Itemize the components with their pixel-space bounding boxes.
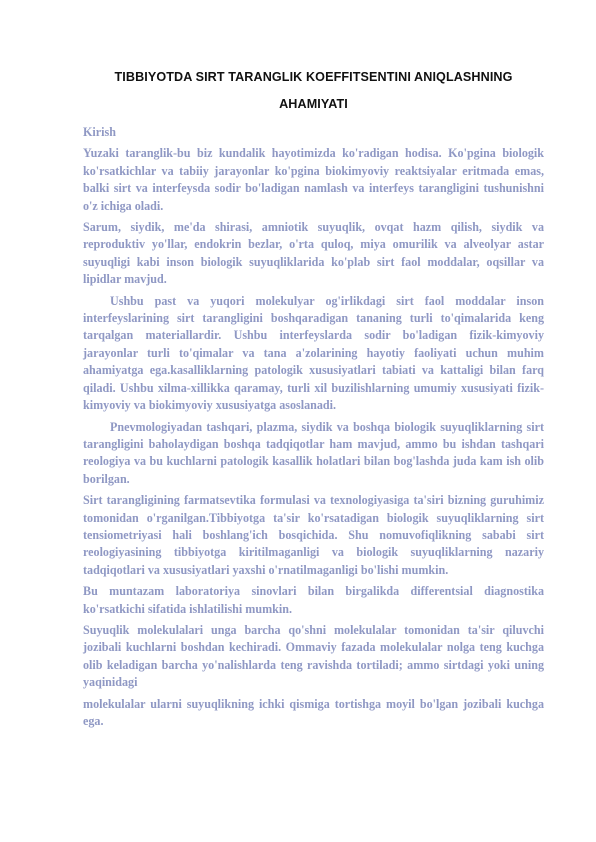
title-line-2: AHAMIYATI [279, 97, 348, 111]
paragraph-2: Sarum, siydik, me'da shirasi, amniotik suyuqlik, ovqat hazm qilish, siydik va reproduktiv yo'llar, endokrin bezlar, o'rta quloq, miya omurilik va alveolyar astar suyuqligi kabi inson biologik suyuqliklarida ko'plab sirt faol moddalar, oqsillar va lipidlar mavjud. [83, 220, 544, 287]
paragraph-1: Yuzaki taranglik-bu biz kundalik hayotimizda ko'radigan hodisa. Ko'pgina biologik ko'rsatkichlar va tabiiy jarayonlar ko'pgina biokimyoviy reaktsiyalar eritmada emas, balki sirt va interfeysda sodir bo'ladigan namlash va interfeys tarangligini tushunishni o'z ichiga oladi. [83, 146, 544, 213]
document-title [83, 64, 544, 118]
section-heading: Kirish [83, 125, 116, 139]
document-body [83, 124, 544, 730]
paragraph-6: Bu muntazam laboratoriya sinovlari bilan birgalikda differentsial diagnostika ko'rsatkichi sifatida ishlatilishi mumkin. [83, 584, 544, 616]
paragraph-7: Suyuqlik molekulalari unga barcha qo'shni molekulalar tomonidan ta'sir qiluvchi jozibali kuchlarni boshdan kechiradi. Ommaviy fazada molekulalar nolga teng kuchga olib keladigan barcha yo'nalishlarda teng ravishda tortiladi; ammo sirtdagi yoki uning yaqinidagi [83, 622, 544, 690]
paragraph-3: Ushbu past va yuqori molekulyar og'irlikdagi sirt faol moddalar inson interfeyslarining sirt tarangligini boshqaradigan tananing turli to'qimalarida keng tarqalgan materiallardir. Ushbu interfeyslarda sodir bo'ladigan fizik-kimyoviy jarayonlar turli to'qimalar va tana a'zolarining hayotiy faoliyati uchun muhim ahamiyatga ega.kasalliklarning patologik xususiyatlari tabiati va kattaligi bilan farq qiladi. Ushbu xilma-xillikka qaramay, turli xil buzilishlarning umumiy xususiyati fizik-kimyoviy va biokimyoviy xususiyatga asoslanadi. [83, 293, 544, 413]
paragraph-8: molekulalar ularni suyuqlikning ichki qismiga tortishga moyil bo'lgan jozibali kuchga ega. [83, 696, 544, 728]
paragraph-4: Pnevmologiyadan tashqari, plazma, siydik va boshqa biologik suyuqliklarning sirt tarangligini baholaydigan boshqa tadqiqotlar ham mavjud, ammo bu ishdan tashqari reologiya va bu kuchlarni patologik kasallik holatlari bilan bog'lashda juda kam ish olib borilgan. [83, 419, 544, 486]
title-line-1: TIBBIYOTDA SIRT TARANGLIK KOEFFITSENTINI ANIQLASHNING [114, 70, 513, 84]
paragraph-5: Sirt tarangligining farmatsevtika formulasi va texnologiyasiga ta'siri bizning guruhimiz tomonidan o'rganilgan.Tibbiyotga ta'sir ko'rsatadigan biologik suyuqliklarning sirt tensiometriyasi hali boshlang'ich bosqichida. Shu nomuvofiqlikning sababi sirt reologiyasining tibbiyotga kiritilmaganligi va biologik suyuqliklarning nazariy tadqiqotlari va xususiyatlari yaxshi o'rnatilmaganligi bo'lishi mumkin. [83, 493, 544, 577]
